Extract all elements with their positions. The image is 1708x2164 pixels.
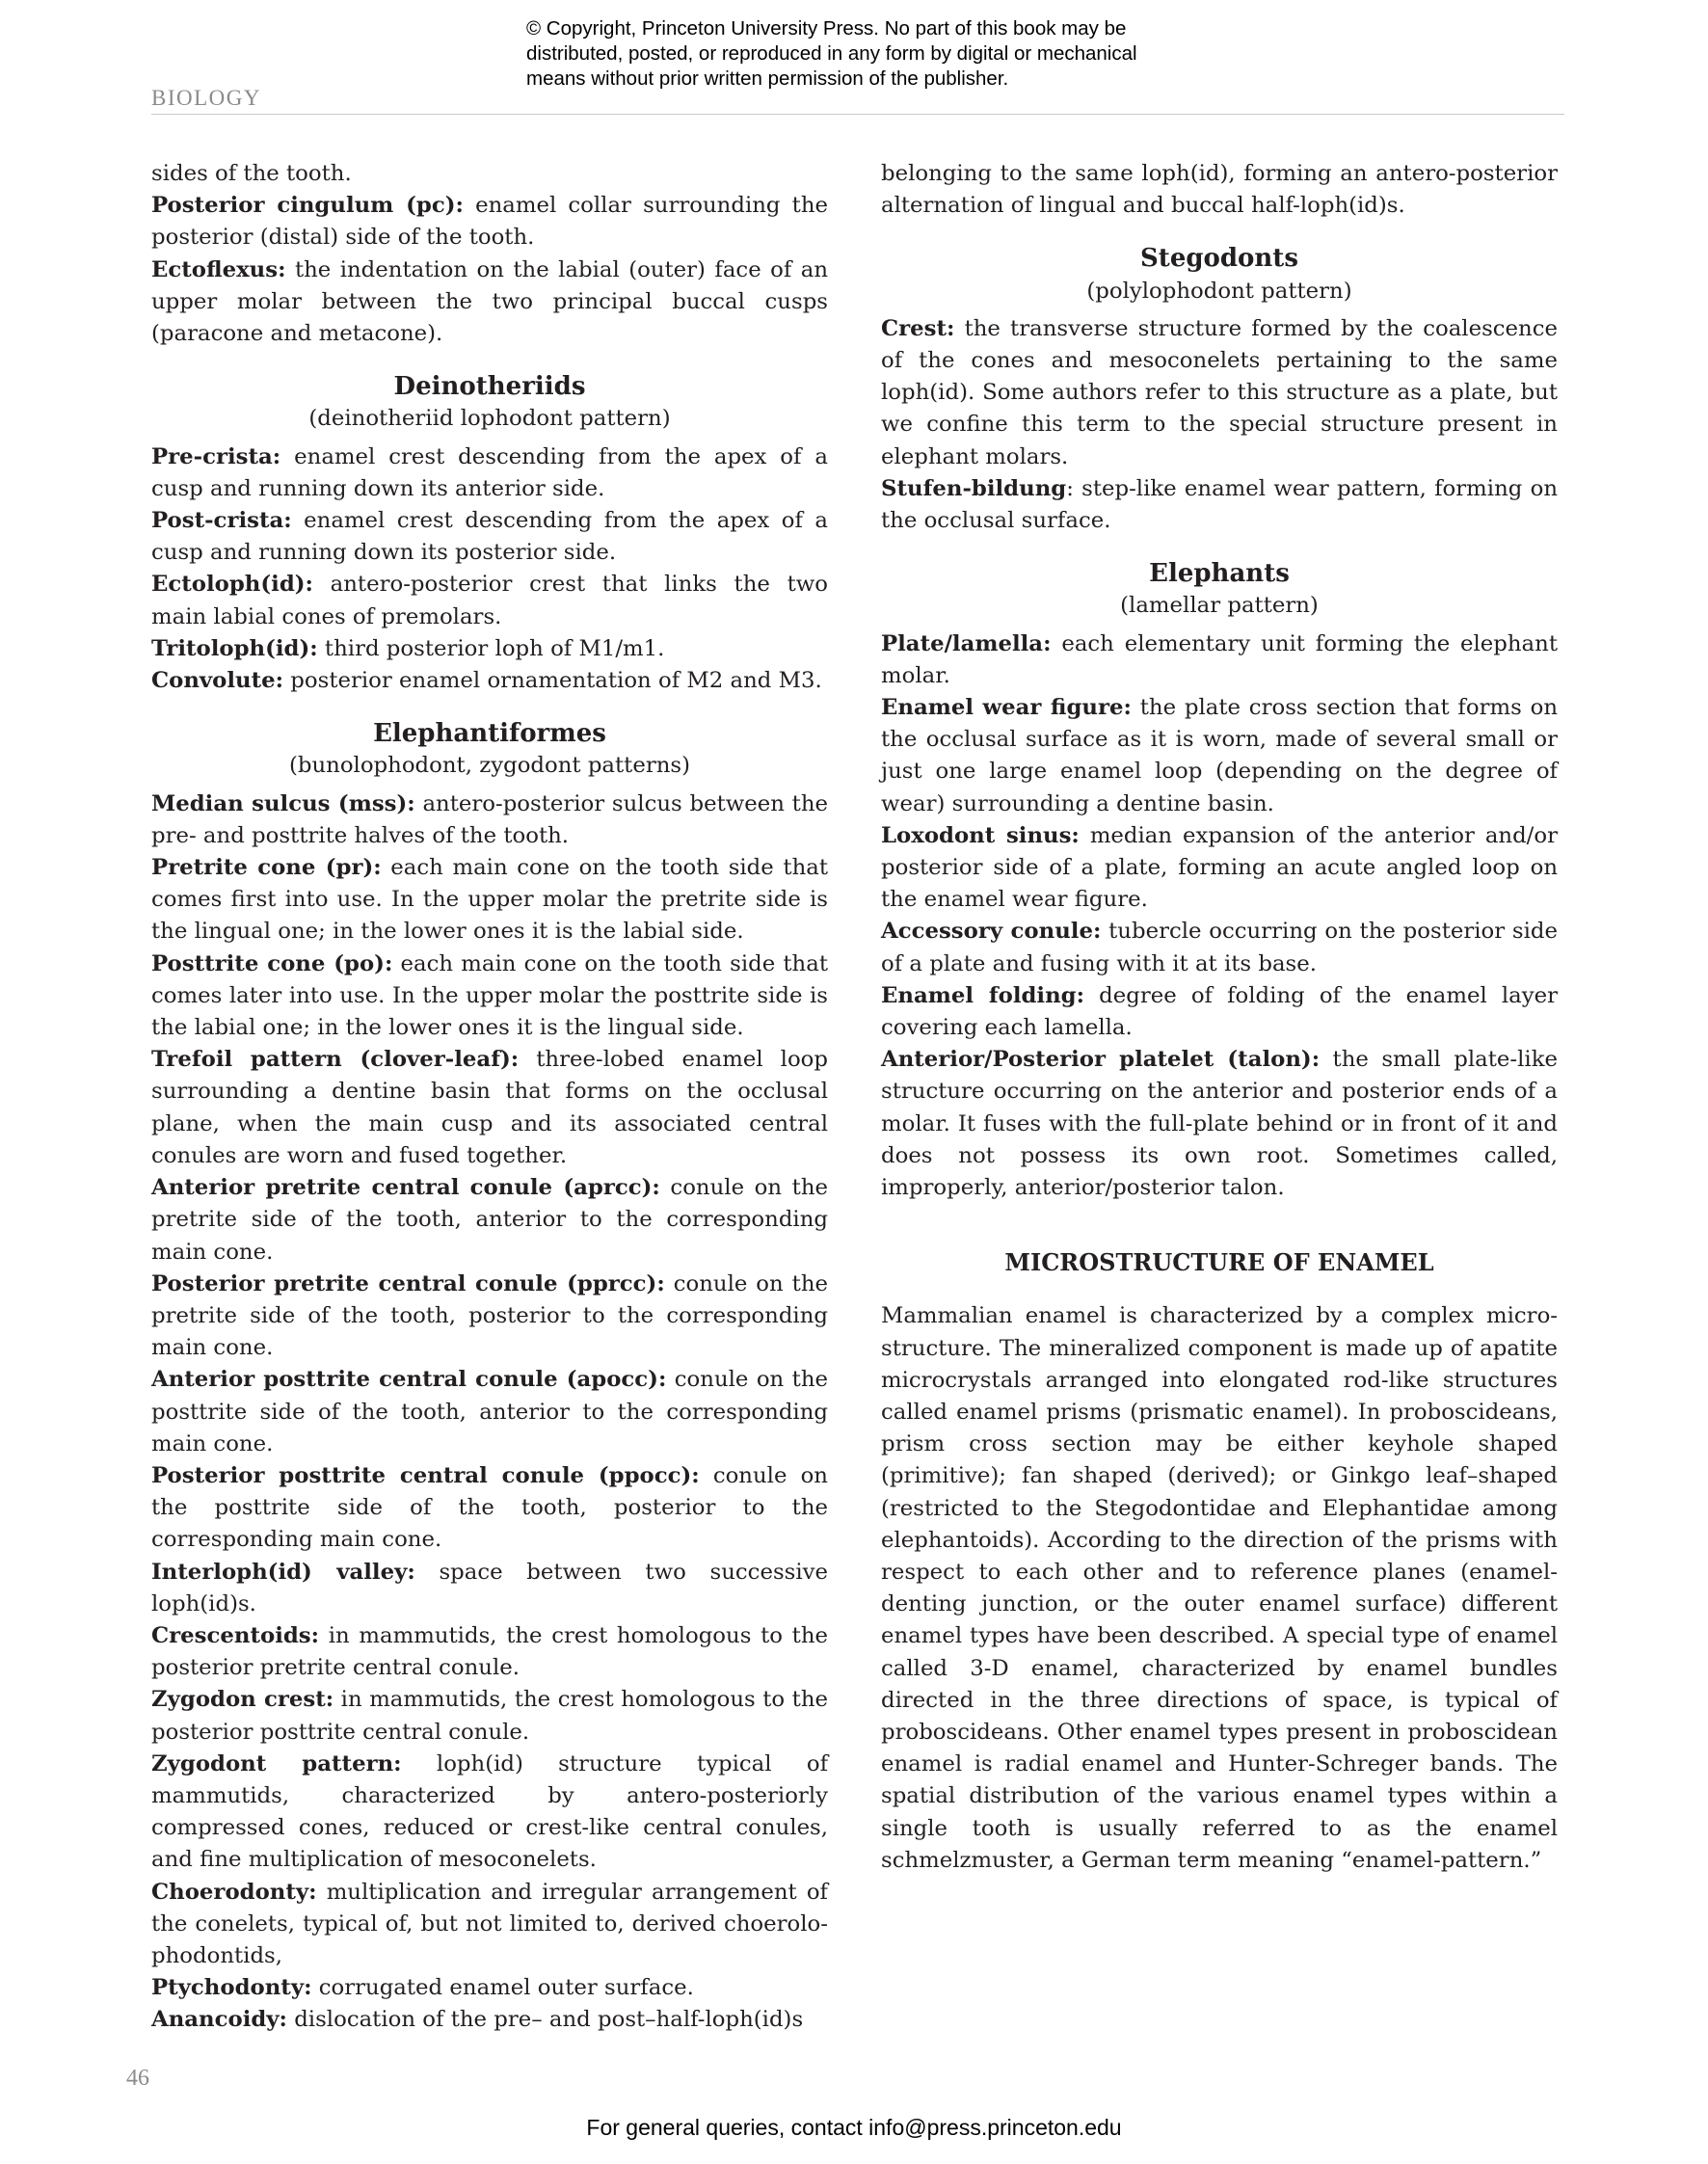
section-heading: Elephants <box>1149 559 1290 589</box>
glossary-definition: dislocation of the pre– and post–half-loph(id)s <box>286 2007 804 2033</box>
glossary-definition: the small plate-like structure occurring on the anterior and posterior ends of a molar. It fuses with the full-plate behind or in front of it and does not possess its own root. Sometimes called, improperly, anterior/posterior talon. <box>881 1047 1558 1201</box>
glossary-term: Post-crista: <box>151 508 292 534</box>
glossary-entry <box>151 788 828 852</box>
glossary-definition: degree of folding of the enamel layer covering each lamella. <box>881 982 1558 1041</box>
glossary-term: Choerodonty: <box>151 1879 317 1905</box>
glossary-definition: corrugated enamel outer surface. <box>311 1975 694 2001</box>
glossary-entry <box>881 916 1558 979</box>
glossary-entry <box>151 505 828 569</box>
copyright-line: means without prior written permission of the publisher. <box>526 67 1009 90</box>
section-heading: Stegodonts <box>1140 244 1298 274</box>
glossary-definition: in mammutids, the crest homologous to the posterior posttrite central conule. <box>151 1687 828 1745</box>
glossary-entry <box>151 1749 828 1877</box>
glossary-entry <box>151 1460 828 1557</box>
glossary-definition: conule on the posttrite side of the tooth, anterior to the corresponding main cone. <box>151 1367 828 1456</box>
glossary-term: Posterior cingulum (pc): <box>151 193 464 219</box>
glossary-entry <box>881 313 1558 473</box>
glossary-term: Stufen-bildung <box>881 475 1067 501</box>
glossary-entry <box>151 633 828 665</box>
glossary-entry <box>151 569 828 632</box>
glossary-term: Ectoloph(id): <box>151 572 313 598</box>
glossary-definition: posterior enamel ornamentation of M2 and M3. <box>283 668 822 694</box>
glossary-definition: each main cone on the tooth side that comes later into use. In the upper molar the posttrite side is the labial one; in the lower ones it is the lingual side. <box>151 950 828 1041</box>
glossary-entry <box>151 665 828 697</box>
glossary-term: Zygodont pattern: <box>151 1750 402 1777</box>
glossary-definition: in mammutids, the crest homologous to the posterior pretrite central conule. <box>151 1622 828 1681</box>
glossary-entry <box>151 441 828 505</box>
glossary-entry <box>881 980 1558 1044</box>
glossary-term: Anterior posttrite central conule (apocc): <box>151 1367 667 1393</box>
glossary-term: Ptychodonty: <box>151 1975 312 2001</box>
section-subheading: (deinotheriid lophodont pattern) <box>308 406 671 432</box>
glossary-definition: enamel crest descending from the apex of a cusp and running down its posterior side. <box>151 508 828 566</box>
right-column <box>881 158 1558 1877</box>
glossary-definition: antero-posterior sulcus between the pre- and posttrite halves of the tooth. <box>151 790 828 848</box>
glossary-definition: multiplication and irregular arrangement of the conelets, typical of, but not limited to, derived choerolophodontids, <box>151 1879 828 1968</box>
glossary-entry <box>151 1364 828 1460</box>
glossary-definition: loph(id) structure typical of mammutids, characterized by antero-posteriorly compressed cones, reduced or crest-like central conules, and fine multiplication of mesoconelets. <box>151 1750 829 1873</box>
glossary-entry <box>151 2004 828 2036</box>
section-heading: Deinotheriids <box>393 372 586 402</box>
glossary-term: Posterior posttrite central conule (ppocc): <box>151 1462 700 1488</box>
glossary-term: Ectoflexus: <box>151 256 286 282</box>
glossary-term: Plate/lamella: <box>881 630 1052 656</box>
glossary-definition: conule on the pretrite side of the tooth, anterior to the corresponding main cone. <box>151 1175 828 1265</box>
glossary-term: Pretrite cone (pr): <box>151 855 382 881</box>
glossary-term: Enamel wear figure: <box>881 695 1132 721</box>
section-subheading: (bunolophodont, zygodont patterns) <box>288 753 691 779</box>
paragraph: belonging to the same loph(id), forming an antero-posterior alternation of lingual and buccal half-loph(id)s. <box>881 161 1558 219</box>
glossary-term: Anancoidy: <box>151 2007 287 2033</box>
glossary-term: Accessory conule: <box>881 919 1102 945</box>
glossary-entry <box>151 1877 828 1973</box>
glossary-definition: each main cone on the tooth side that comes first into use. In the upper molar the pretrite side is the lingual one; in the lower ones it is the labial side. <box>151 855 828 945</box>
paragraph: sides of the tooth. <box>151 161 352 186</box>
glossary-definition: three-lobed enamel loop surrounding a dentine basin that forms on the occlusal plane, when the main cusp and its associated central conules are worn and fused together. <box>151 1047 829 1168</box>
glossary-term: Posterior pretrite central conule (pprcc): <box>151 1270 665 1296</box>
section-subheading: (lamellar pattern) <box>1120 593 1319 619</box>
glossary-entry <box>151 190 828 254</box>
glossary-definition: median expansion of the anterior and/or posterior side of a plate, forming an acute angled loop on the enamel wear figure. <box>881 822 1558 913</box>
glossary-definition: the indentation on the labial (outer) face of an upper molar between the two principal buccal cusps (paracone and metacone). <box>151 256 828 347</box>
left-column <box>151 158 828 2037</box>
glossary-entry <box>151 1557 828 1620</box>
glossary-term: Pre-crista: <box>151 443 281 469</box>
glossary-definition: the plate cross section that forms on the occlusal surface as it is worn, made of several small or just one large enamel loop (depending on the degree of wear) surrounding a dentine basin. <box>881 695 1559 816</box>
glossary-term: Interloph(id) valley: <box>151 1559 415 1585</box>
glossary-entry <box>881 1044 1558 1204</box>
glossary-definition: third posterior loph of M1/m1. <box>317 635 665 661</box>
glossary-term: Zygodon crest: <box>151 1687 334 1713</box>
copyright-notice <box>526 16 1220 92</box>
glossary-entry <box>881 820 1558 917</box>
glossary-definition: : step-like enamel wear pattern, forming on the occlusal surface. <box>881 475 1558 534</box>
glossary-definition: space between two successive loph(id)s. <box>151 1559 829 1616</box>
glossary-term: Tritoloph(id): <box>151 635 318 661</box>
glossary-entry <box>151 948 828 1045</box>
running-head: BIOLOGY <box>151 86 261 110</box>
section-heading: Elephantiformes <box>373 719 606 749</box>
glossary-term: Enamel folding: <box>881 982 1085 1008</box>
glossary-term: Convolute: <box>151 668 284 694</box>
glossary-definition: enamel crest descending from the apex of a cusp and running down its anterior side. <box>151 443 828 501</box>
glossary-term: Trefoil pattern (clover-leaf): <box>151 1047 520 1073</box>
glossary-entry <box>151 1620 828 1684</box>
glossary-entry <box>881 473 1558 537</box>
glossary-entry <box>151 1044 828 1172</box>
section-subheading: (polylophodont pattern) <box>1086 278 1352 304</box>
section-heading-microstructure: MICROSTRUCTURE OF ENAMEL <box>1004 1248 1434 1277</box>
glossary-term: Anterior pretrite central conule (aprcc): <box>151 1175 660 1201</box>
glossary-term: Crest: <box>881 315 955 341</box>
copyright-line: © Copyright, Princeton University Press. No part of this book may be <box>526 17 1127 40</box>
glossary-term: Median sulcus (mss): <box>151 790 415 816</box>
glossary-term: Posttrite cone (po): <box>151 950 393 976</box>
glossary-entry <box>881 628 1558 692</box>
glossary-definition: enamel collar surrounding the posterior (distal) side of the tooth. <box>151 193 828 251</box>
glossary-term: Loxodont sinus: <box>881 822 1080 848</box>
page-number: 46 <box>126 2066 149 2091</box>
glossary-definition: the transverse structure formed by the coalescence of the cones and mesoconelets pertaining to the same loph(id). Some authors refer to this structure as a plate, but we confine this term to the special structure present in elephant molars. <box>881 315 1558 469</box>
glossary-entry <box>881 692 1558 820</box>
header-divider <box>151 114 1564 115</box>
footer-contact: For general queries, contact info@press.princeton.edu <box>586 2115 1122 2140</box>
glossary-entry <box>151 1972 828 2004</box>
glossary-definition: each elementary unit forming the elephant molar. <box>881 630 1558 688</box>
glossary-entry <box>151 852 828 948</box>
copyright-line: distributed, posted, or reproduced in any form by digital or mechanical <box>526 42 1137 65</box>
glossary-entry <box>151 1172 828 1269</box>
glossary-definition: tubercle occurring on the posterior side of a plate and fusing with it at its base. <box>881 919 1559 976</box>
body-paragraph: Mammalian enamel is characterized by a complex microstructure. The mineralized component is made up of apatite microcrystals arranged into elongated rod-like structures called enamel prisms (prismatic enamel). In proboscideans, prism cross section may be either keyhole shaped (primitive); fan shaped (derived); or Ginkgo leaf–shaped (restricted to the Stegodontidae and Elephantidae among elephantoids). According to the direction of the prisms with respect to each other and to reference planes (enamel-denting junction, or the outer enamel surface) different enamel types have been described. A special type of enamel called 3-D enamel, characterized by enamel bundles directed in the three directions of space, is typical of proboscideans. Other enamel types present in proboscidean enamel is radial enamel and Hunter-Schreger bands. The spatial distribution of the various enamel types within a single tooth is usually referred to as the enamel schmelzmuster, a German term meaning “enamel-pattern.” <box>881 1303 1558 1873</box>
glossary-definition: conule on the posttrite side of the tooth, posterior to the corresponding main cone. <box>151 1462 828 1553</box>
glossary-entry <box>151 1684 828 1748</box>
glossary-definition: antero-posterior crest that links the two main labial cones of premolars. <box>151 572 828 629</box>
glossary-term: Anterior/Posterior platelet (talon): <box>881 1047 1321 1073</box>
glossary-definition: conule on the pretrite side of the tooth, posterior to the corresponding main cone. <box>151 1270 828 1361</box>
glossary-entry <box>151 254 828 351</box>
glossary-entry <box>151 1269 828 1365</box>
glossary-term: Crescentoids: <box>151 1622 320 1648</box>
